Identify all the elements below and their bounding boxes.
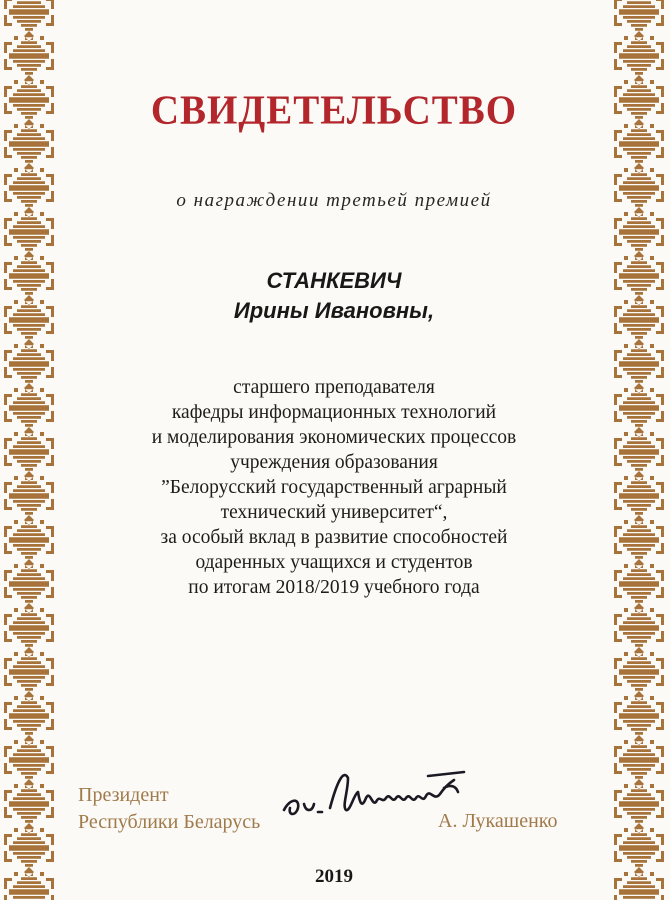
recipient-surname: СТАНКЕВИЧ bbox=[266, 268, 402, 293]
signatory-position bbox=[78, 782, 260, 836]
recipient-given-names: Ирины Ивановны, bbox=[233, 298, 435, 323]
body-line: учреждения образования bbox=[230, 452, 438, 473]
certificate-content bbox=[58, 0, 610, 900]
body-line: ”Белорусский государственный аграрный bbox=[161, 477, 507, 498]
ornament-border-left bbox=[0, 0, 58, 900]
signatory-position-line1: Президент bbox=[78, 784, 169, 806]
body-line: за особый вклад в развитие способностей bbox=[160, 527, 508, 548]
certificate-title: СВИДЕТЕЛЬСТВО bbox=[150, 87, 518, 134]
body-line: по итогам 2018/2019 учебного года bbox=[188, 577, 480, 598]
body-line: старшего преподавателя bbox=[233, 377, 435, 398]
signatory-position-line2: Республики Беларусь bbox=[78, 811, 261, 833]
award-subtitle: о награждении третьей премией bbox=[176, 190, 492, 211]
body-line: технический университет“, bbox=[220, 502, 448, 523]
ornament-pattern bbox=[614, 0, 664, 900]
ornament-border-right bbox=[610, 0, 668, 900]
body-line: и моделирования экономических процессов bbox=[151, 427, 517, 448]
body-line: кафедры информационных технологий bbox=[171, 402, 497, 423]
ornament-pattern bbox=[4, 0, 54, 900]
signatory-name: А. Лукашенко bbox=[438, 810, 558, 832]
certificate-body bbox=[58, 375, 610, 600]
certificate-year: 2019 bbox=[315, 866, 353, 887]
body-line: одаренных учащихся и студентов bbox=[195, 552, 473, 573]
